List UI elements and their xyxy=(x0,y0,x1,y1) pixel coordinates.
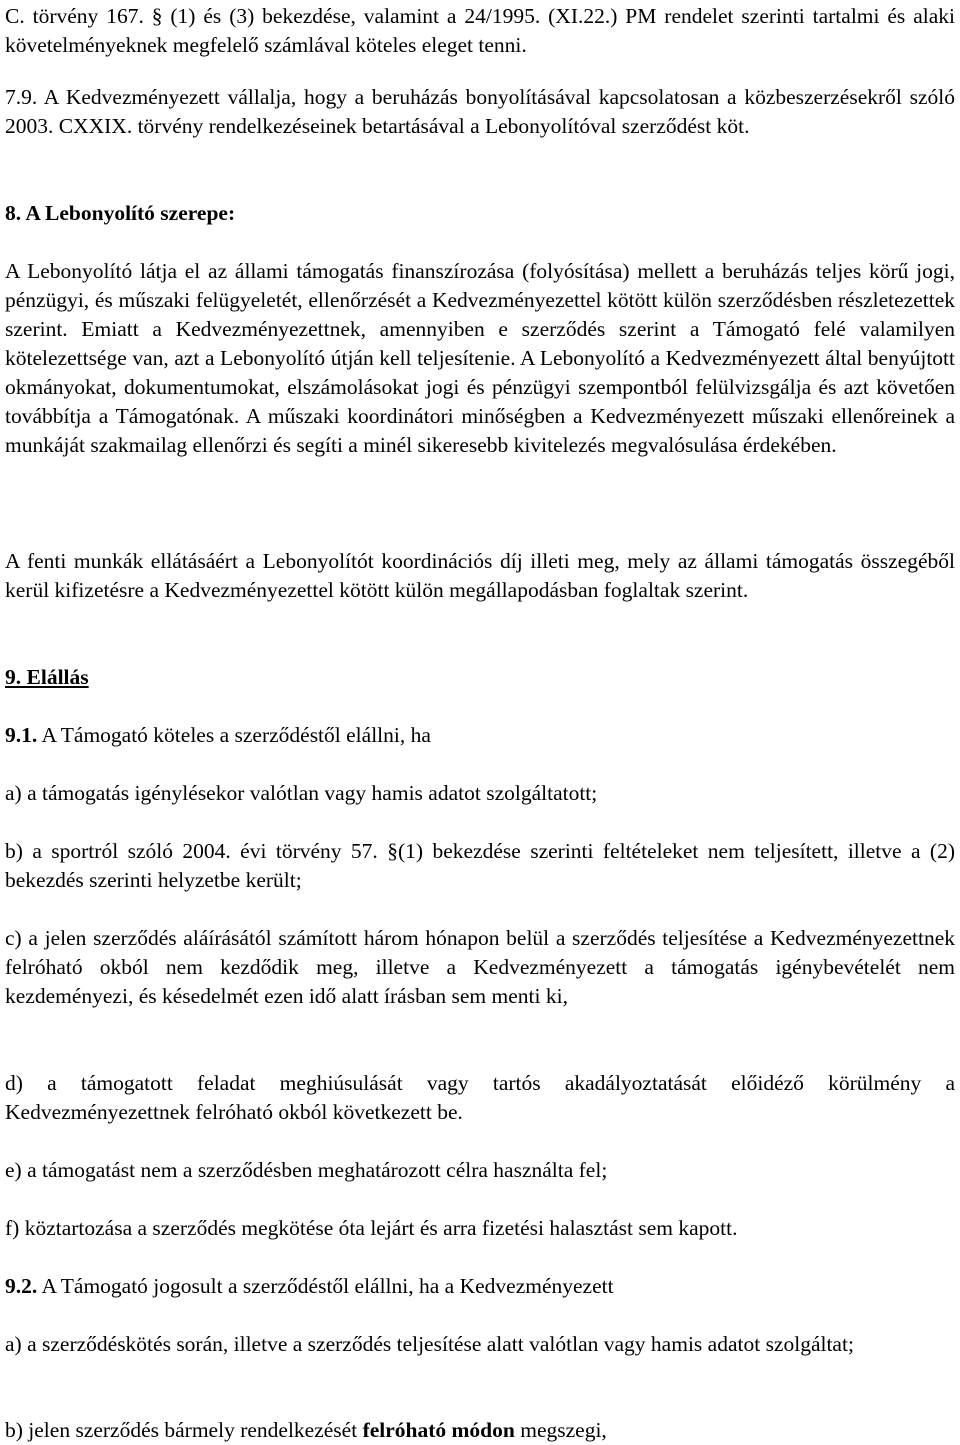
clause-9-1-f: f) köztartozása a szerződés megkötése óta lejárt és arra fizetési halasztást sem kapott. xyxy=(5,1216,738,1240)
paragraph-lebonyolito-role: A Lebonyolító látja el az állami támogatás finanszírozása (folyósítása) mellett a beruházás teljes körű jogi, pénzügyi, és műszaki felügyeletét, ellenőrzését a Kedvezményezettel kötött külön szerződésben részletezettek szerint. Emiatt a Kedvezményezettnek, amennyiben e szerződés szerint a Támogató felé valamilyen kötelezettsége van, azt a Lebonyolító útján kell teljesítenie. A Lebonyolító a Kedvezményezett által benyújtott okmányokat, dokumentumokat, elszámolásokat jogi és pénzügyi szempontból felülvizsgálja és azt követően továbbítja a Támogatónak. A műszaki koordinátori minőségben a Kedvezményezett műszaki ellenőreinek a munkáját szakmailag ellenőrzi és segíti a minél sikeresebb kivitelezés megvalósulása érdekében. xyxy=(5,259,955,457)
clause-9-1-b: b) a sportról szóló 2004. évi törvény 57. §(1) bekezdése szerinti feltételeket nem teljesített, illetve a (2) bekezdés szerinti helyzetbe került; xyxy=(5,839,955,892)
clause-9-1-e: e) a támogatást nem a szerződésben meghatározott célra használta fel; xyxy=(5,1158,608,1182)
clause-9-2-text: A Támogató jogosult a szerződéstől elállni, ha a Kedvezményezett xyxy=(37,1274,614,1298)
clause-9-2-a: a) a szerződéskötés során, illetve a szerződés teljesítése alatt valótlan vagy hamis adatot szolgáltat; xyxy=(5,1332,854,1356)
clause-9-2-b xyxy=(5,1416,955,1445)
clause-9-1-c: c) a jelen szerződés aláírásától számított három hónapon belül a szerződés teljesítése a Kedvezményezettnek felróható okból nem kezdődik meg, illetve a Kedvezményezett a támogatás igénybevételét nem kezdeményezi, és késedelmét ezen idő alatt írásban sem menti ki, xyxy=(5,926,955,1008)
clause-9-2 xyxy=(5,1272,955,1301)
clause-9-1 xyxy=(5,721,955,750)
section-9-heading: 9. Elállás xyxy=(5,665,89,689)
paragraph-coordination-fee: A fenti munkák ellátásáért a Lebonyolítót koordinációs díj illeti meg, mely az állami támogatás összegéből kerül kifizetésre a Kedvezményezettel kötött külön megállapodásban foglaltak szerint. xyxy=(5,549,955,602)
clause-9-1-number: 9.1. xyxy=(5,723,38,747)
section-8-heading: 8. A Lebonyolító szerepe: xyxy=(5,201,236,225)
clause-9-2-b-post: megszegi, xyxy=(514,1418,607,1442)
paragraph-continuation: C. törvény 167. § (1) és (3) bekezdése, valamint a 24/1995. (XI.22.) PM rendelet szerinti tartalmi és alaki követelményeknek megfelelő számlával köteles eleget tenni. xyxy=(5,4,955,57)
clause-9-1-a: a) a támogatás igénylésekor valótlan vagy hamis adatot szolgáltatott; xyxy=(5,781,598,805)
clause-9-2-b-bold: felróható módon xyxy=(362,1418,515,1442)
clause-9-1-d: d) a támogatott feladat meghiúsulását vagy tartós akadályoztatását előidéző körülmény a Kedvezményezettnek felróható okból következett be. xyxy=(5,1071,955,1124)
clause-9-1-text: A Támogató köteles a szerződéstől elállni, ha xyxy=(37,723,431,747)
clause-9-2-b-pre: b) jelen szerződés bármely rendelkezését xyxy=(5,1418,363,1442)
clause-9-2-number: 9.2. xyxy=(5,1274,38,1298)
paragraph-7-9: 7.9. A Kedvezményezett vállalja, hogy a beruházás bonyolításával kapcsolatosan a közbeszerzésekről szóló 2003. CXXIX. törvény rendelkezéseinek betartásával a Lebonyolítóval szerződést köt. xyxy=(5,85,955,138)
